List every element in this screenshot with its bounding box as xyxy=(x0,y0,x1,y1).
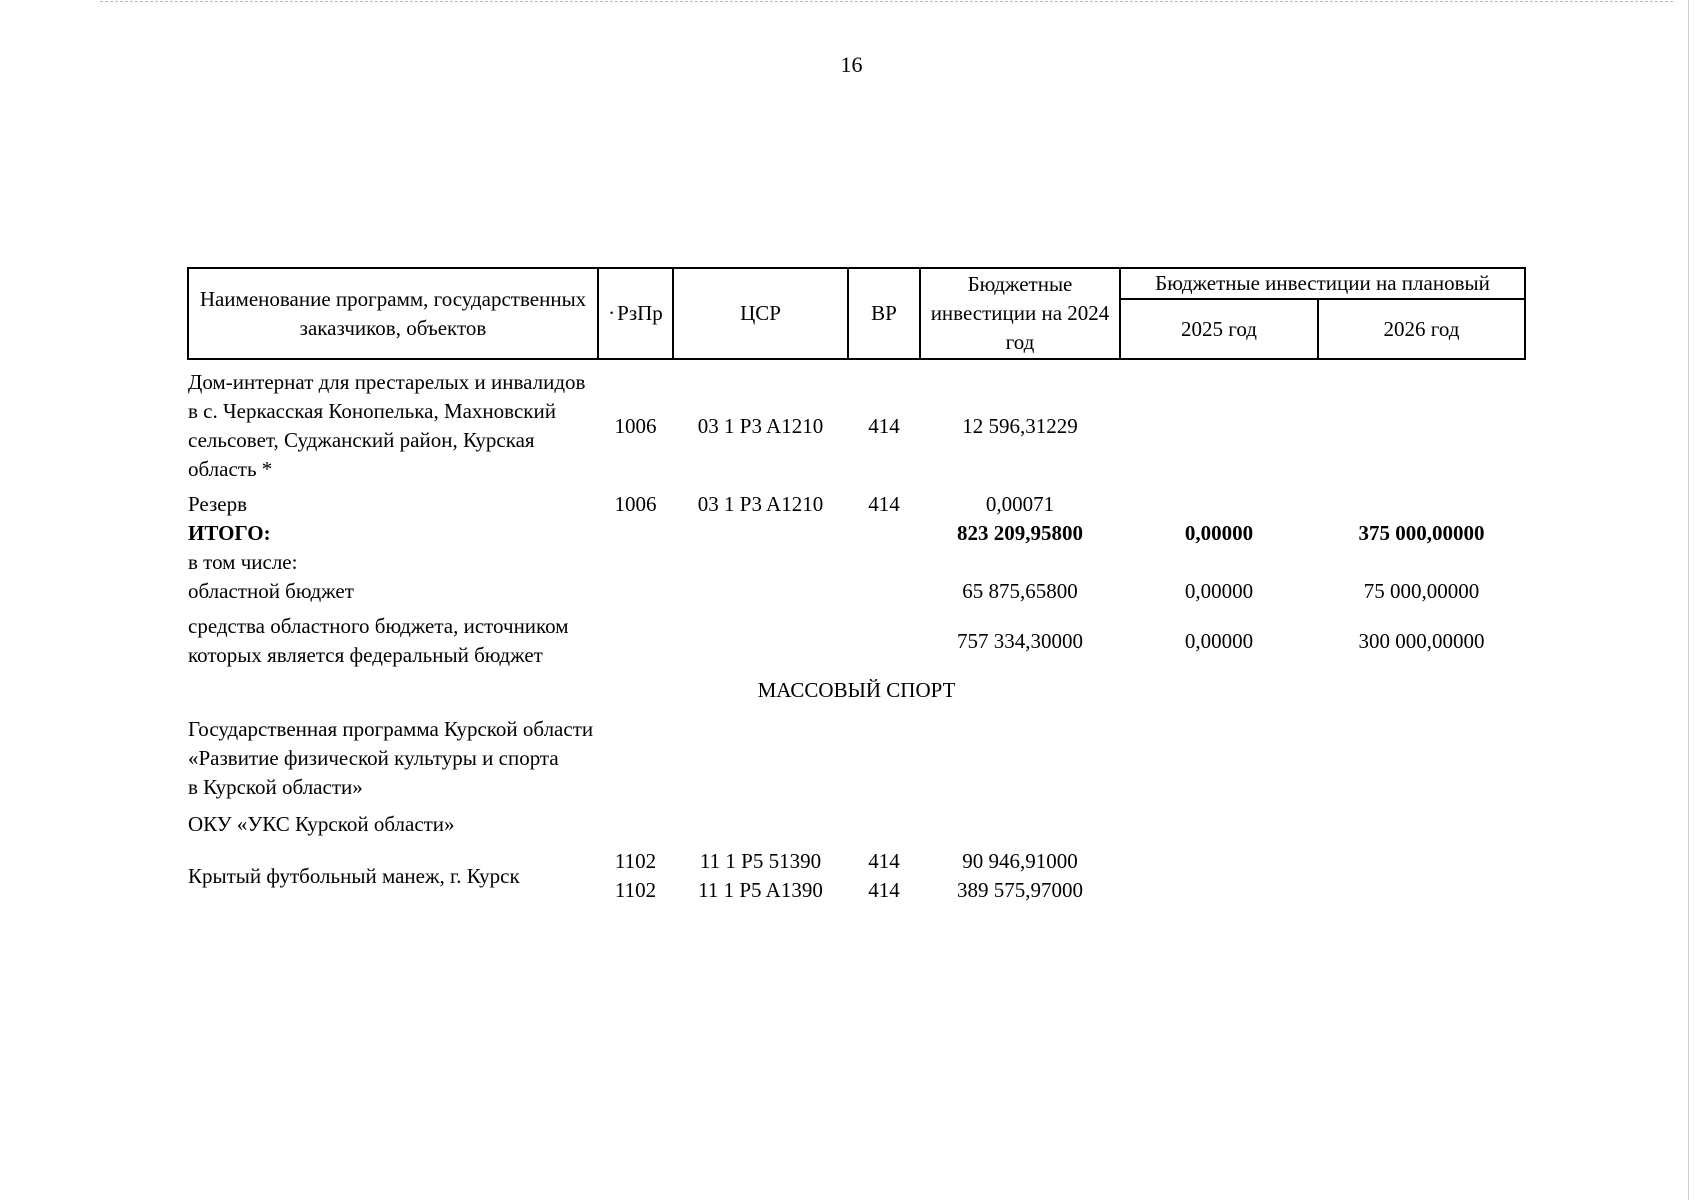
row-arena-csr-2: 11 1 P5 A1390 xyxy=(698,878,823,902)
row-reserve-name: Резерв xyxy=(188,492,248,516)
row-regional-2026: 75 000,00000 xyxy=(1363,579,1480,603)
row-program-vr xyxy=(848,715,920,802)
row-regional-vr xyxy=(848,577,920,606)
row-regional-rzpr xyxy=(598,577,673,606)
row-arena-2025 xyxy=(1120,839,1318,905)
table-body xyxy=(188,359,1525,905)
table-row xyxy=(188,577,1525,606)
row-total-2025: 0,00000 xyxy=(1184,521,1254,545)
row-reserve-rzpr: 1006 xyxy=(614,492,657,516)
row-reserve-2025 xyxy=(1120,484,1318,519)
row-total-csr xyxy=(673,519,848,548)
table-row xyxy=(188,715,1525,802)
row-arena-name: Крытый футбольный манеж, г. Курск xyxy=(188,863,520,888)
scan-right-border xyxy=(1688,0,1689,1200)
row-regional-2025: 0,00000 xyxy=(1184,579,1254,603)
table-header xyxy=(188,268,1525,359)
row-arena-csr-1: 11 1 P5 51390 xyxy=(699,849,822,873)
row-federal-vr xyxy=(848,606,920,670)
row-arena-rzpr-2: 1102 xyxy=(614,878,657,902)
row-federal-2026: 300 000,00000 xyxy=(1358,628,1485,653)
row-total-2026: 375 000,00000 xyxy=(1358,521,1485,545)
table-row xyxy=(188,484,1525,519)
row-federal-2025: 0,00000 xyxy=(1184,628,1254,653)
header-rzpr-label: РзПр xyxy=(617,301,663,325)
row-program-rzpr xyxy=(598,715,673,802)
row-dom-rzpr: 1006 xyxy=(614,413,657,438)
investment-table xyxy=(187,267,1526,905)
header-planned: Бюджетные инвестиции на плановый xyxy=(1120,268,1525,299)
row-arena-vr xyxy=(848,839,920,905)
row-program-2025 xyxy=(1120,715,1318,802)
row-regional-csr xyxy=(673,577,848,606)
row-arena-csr xyxy=(673,839,848,905)
row-reserve-2024: 0,00071 xyxy=(985,492,1055,516)
row-arena-rzpr xyxy=(598,839,673,905)
row-regional-name: областной бюджет xyxy=(188,579,354,603)
row-program-name xyxy=(188,715,598,802)
row-program-csr xyxy=(673,715,848,802)
table-row xyxy=(188,606,1525,670)
header-inv-2024: Бюджетные инвестиции на 2024 год xyxy=(920,268,1120,359)
row-program-2024 xyxy=(920,715,1120,802)
table-row xyxy=(188,670,1525,715)
row-federal-csr xyxy=(673,606,848,670)
row-arena-rzpr-1: 1102 xyxy=(614,849,657,873)
row-total-2024: 823 209,95800 xyxy=(957,521,1083,545)
header-2025: 2025 год xyxy=(1120,299,1318,359)
page-number: 16 xyxy=(840,52,863,77)
row-arena-2024 xyxy=(920,839,1120,905)
header-rzpr xyxy=(598,268,673,359)
row-program-line1: Государственная программа Курской области «Развитие физической культуры и спорта xyxy=(188,717,594,770)
table-row xyxy=(188,802,1525,839)
row-total-rzpr xyxy=(598,519,673,548)
row-program-line2: в Курской области» xyxy=(188,775,363,799)
row-federal-2024: 757 334,30000 xyxy=(957,628,1083,653)
row-reserve-csr: 03 1 P3 A1210 xyxy=(697,492,824,516)
scan-top-border xyxy=(100,1,1673,2)
row-arena-vr-1: 414 xyxy=(868,849,900,873)
row-arena-vr-2: 414 xyxy=(868,878,900,902)
header-rzpr-dot: · xyxy=(608,301,616,325)
table-row xyxy=(188,519,1525,548)
table-row xyxy=(188,548,1525,577)
row-dom-name: Дом-интернат для престарелых и инвалидов в с. Черкасская Конопелька, Махновский сельсовет, Суджанский район, Курская область * xyxy=(188,370,586,481)
row-including-name: в том числе: xyxy=(188,550,298,574)
row-reserve-2026 xyxy=(1318,484,1525,519)
row-federal-name: средства областного бюджета, источником которых является федеральный бюджет xyxy=(188,614,569,667)
row-dom-2024: 12 596,31229 xyxy=(962,413,1078,438)
header-vr: ВР xyxy=(848,268,920,359)
header-2026: 2026 год xyxy=(1318,299,1525,359)
row-dom-csr: 03 1 P3 A1210 xyxy=(697,413,824,438)
row-federal-rzpr xyxy=(598,606,673,670)
row-dom-vr: 414 xyxy=(868,413,900,438)
row-dom-2025 xyxy=(1120,359,1318,484)
row-total-vr xyxy=(848,519,920,548)
row-reserve-vr: 414 xyxy=(868,492,900,516)
table-row xyxy=(188,839,1525,905)
row-program-2026 xyxy=(1318,715,1525,802)
row-oku-name: ОКУ «УКС Курской области» xyxy=(188,812,455,836)
row-arena-2024-2: 389 575,97000 xyxy=(957,878,1083,902)
row-total-name: ИТОГО: xyxy=(188,521,271,545)
header-name: Наименование программ, государственных заказчиков, объектов xyxy=(188,268,598,359)
table-row xyxy=(188,359,1525,484)
header-csr: ЦСР xyxy=(673,268,848,359)
row-dom-2026 xyxy=(1318,359,1525,484)
row-arena-2026 xyxy=(1318,839,1525,905)
section-title: МАССОВЫЙ СПОРТ xyxy=(757,678,956,702)
row-arena-2024-1: 90 946,91000 xyxy=(962,849,1078,873)
row-regional-2024: 65 875,65800 xyxy=(962,579,1078,603)
